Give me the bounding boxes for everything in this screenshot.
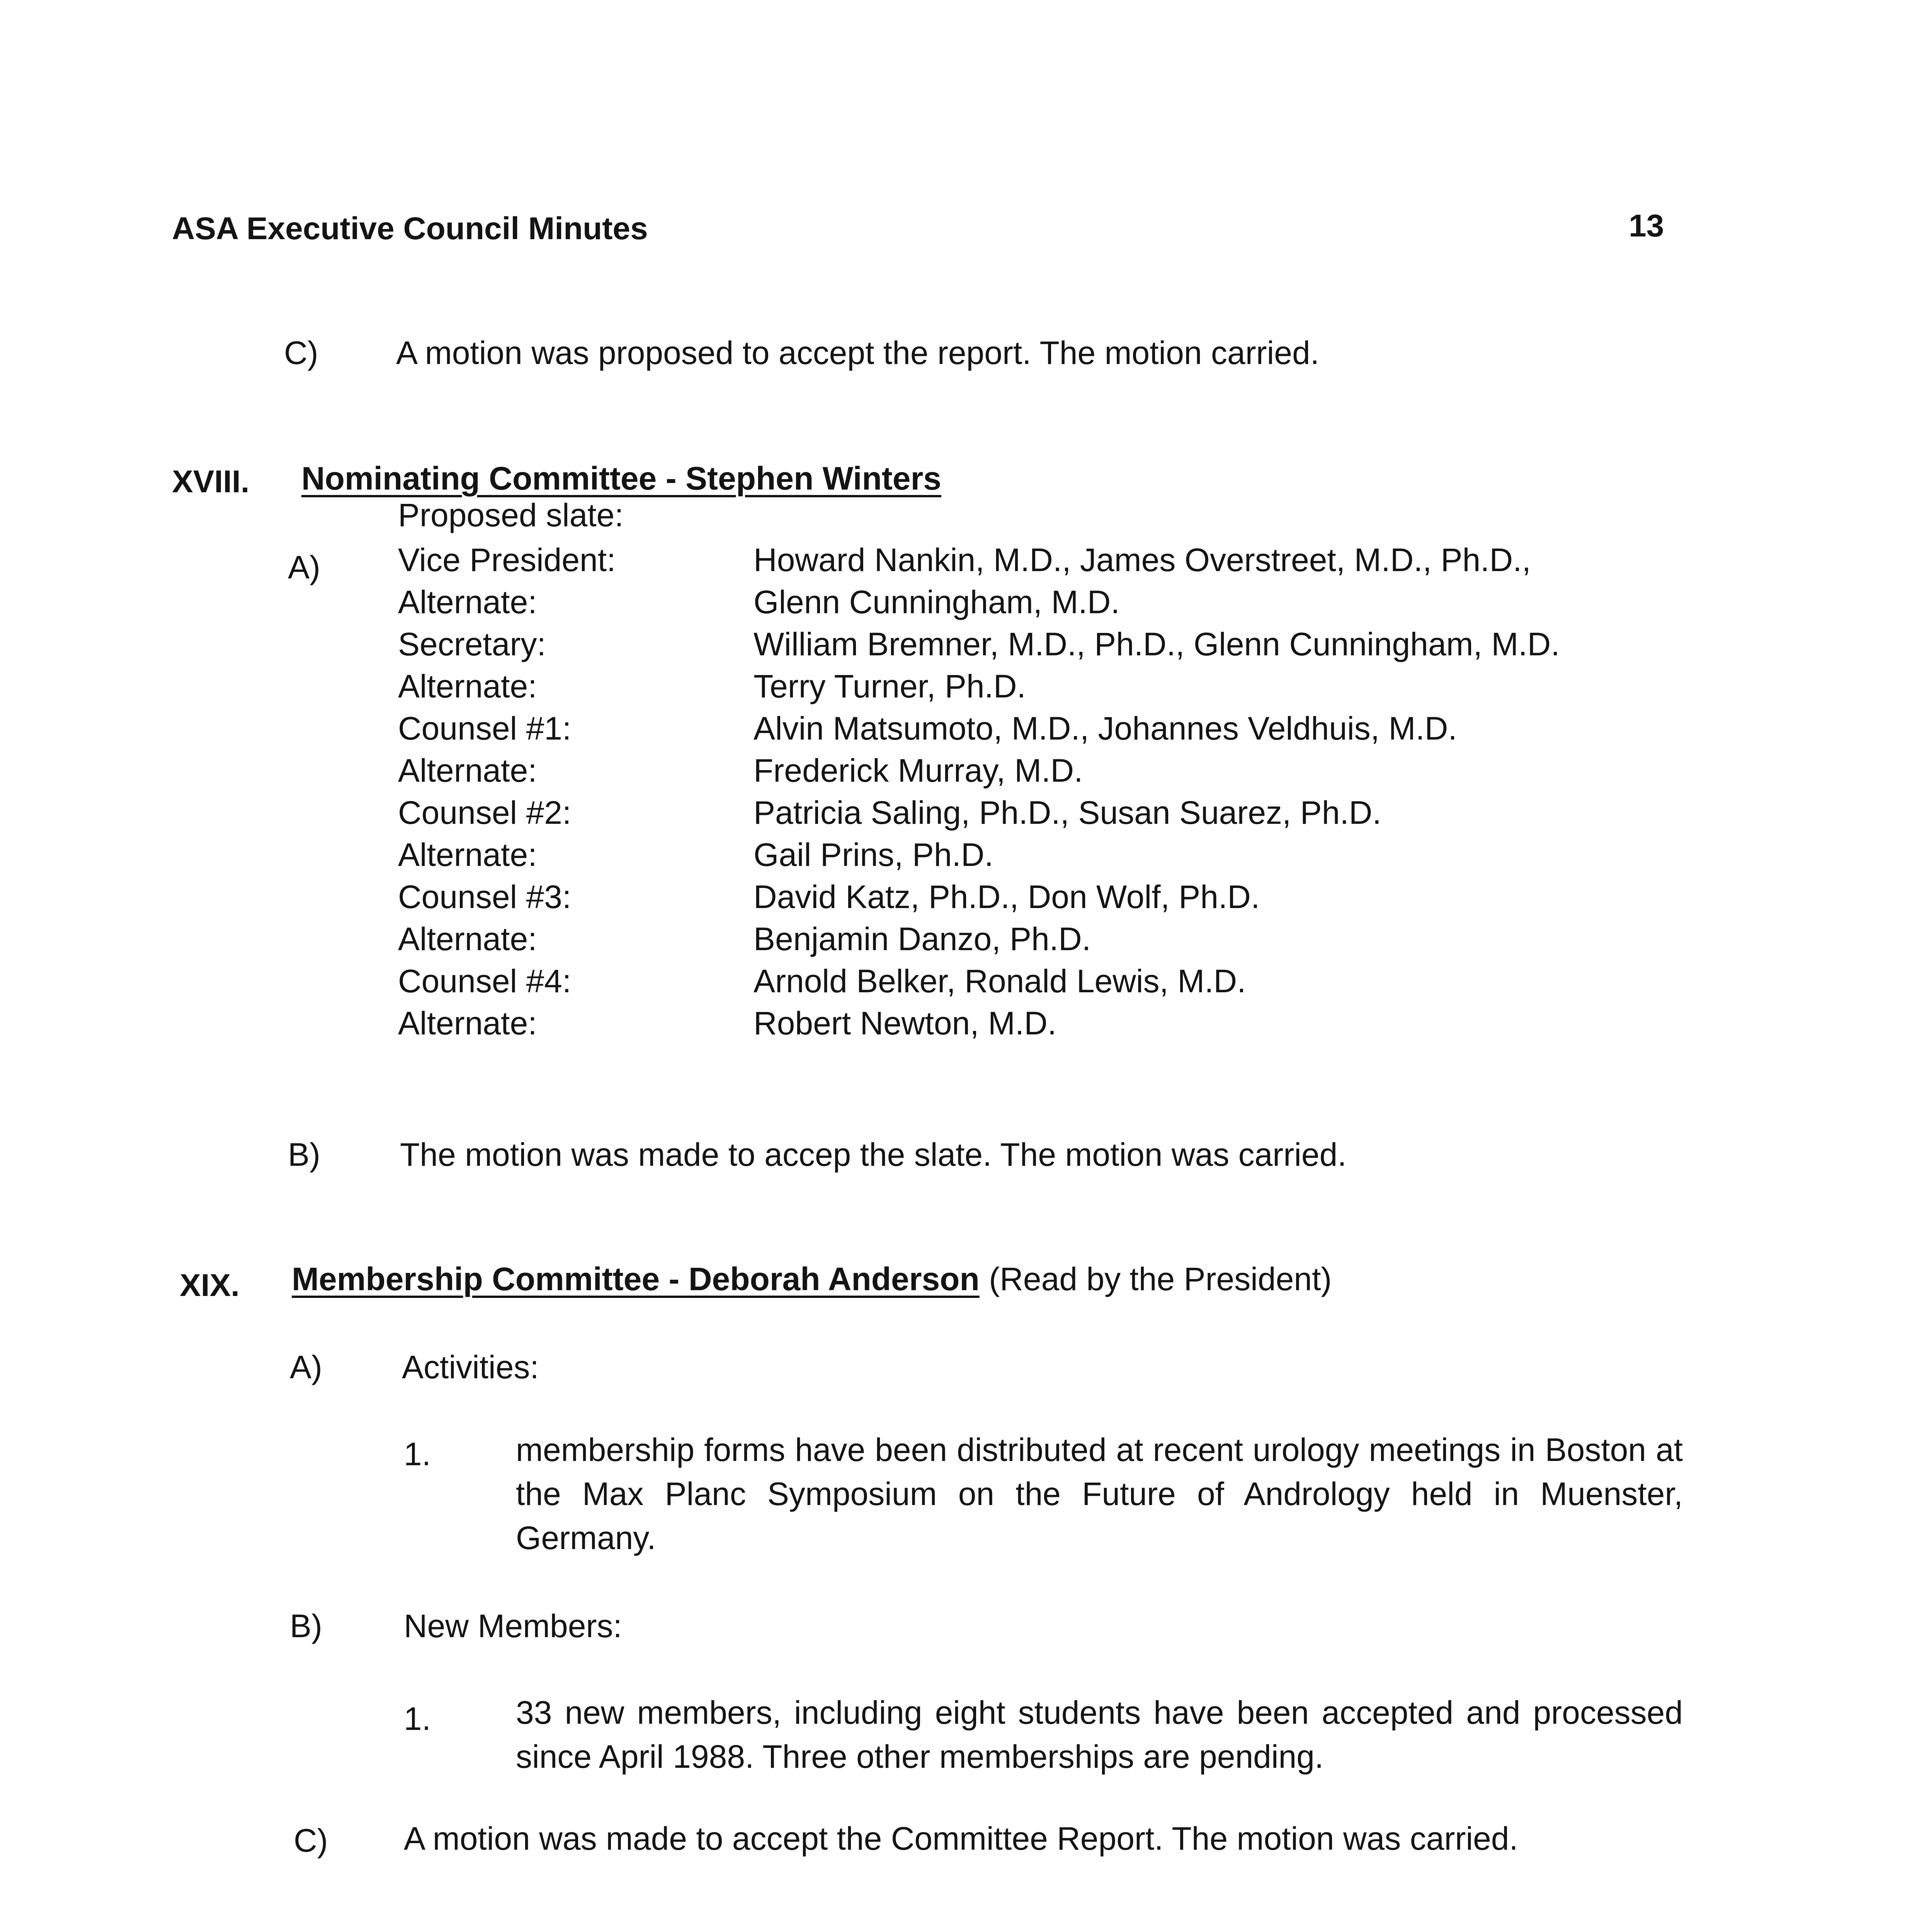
slate-names: Terry Turner, Ph.D. (754, 668, 1026, 704)
slate-row (398, 792, 1560, 834)
slate-row (398, 581, 1560, 623)
section-numeral: XVIII. (172, 464, 250, 499)
item-heading: Activities: (402, 1349, 539, 1385)
slate-row (398, 623, 1560, 665)
list-item-text: membership forms have been distributed at recent urology meetings in Boston at the Max Planc Symposium on the Future of Andrology held in Muenster, Germany. (516, 1432, 1683, 1556)
slate-role: Alternate: (398, 1005, 537, 1041)
slate-role: Alternate: (398, 921, 537, 957)
slate-row (398, 876, 1560, 918)
slate-names: Gail Prins, Ph.D. (754, 837, 993, 873)
section-title: Nominating Committee - Stephen Winters (301, 460, 942, 497)
slate-role: Alternate: (398, 584, 537, 620)
slate-names: Robert Newton, M.D. (754, 1005, 1057, 1041)
list-number: 1. (404, 1701, 431, 1737)
slate-names: Glenn Cunningham, M.D. (754, 584, 1120, 620)
item-heading: New Members: (404, 1608, 622, 1644)
slate-names: William Bremner, M.D., Ph.D., Glenn Cunningham, M.D. (754, 626, 1560, 662)
slate-names: Patricia Saling, Ph.D., Susan Suarez, Ph.D. (754, 794, 1381, 831)
item-label: A) (288, 549, 320, 585)
slate-names: Alvin Matsumoto, M.D., Johannes Veldhuis, M.D. (754, 710, 1457, 747)
page-number: 13 (1629, 208, 1664, 243)
list-item-text: 33 new members, including eight students have been accepted and processed since April 1988. Three other memberships are pending. (516, 1694, 1683, 1775)
slate-row (398, 539, 1560, 581)
slate-names: Benjamin Danzo, Ph.D. (754, 921, 1091, 957)
item-label: B) (290, 1608, 322, 1644)
motion-text: The motion was made to accep the slate. The motion was carried. (400, 1136, 1347, 1173)
slate-role: Alternate: (398, 837, 537, 873)
item-label: A) (290, 1349, 322, 1385)
slate-row (398, 665, 1560, 707)
slate-role: Counsel #1: (398, 710, 572, 747)
section-heading (292, 1260, 1332, 1298)
slate-role: Counsel #2: (398, 794, 572, 831)
slate-role: Secretary: (398, 626, 546, 662)
slate-role: Counsel #3: (398, 879, 572, 915)
intro-label: C) (284, 335, 318, 371)
slate-role: Counsel #4: (398, 963, 572, 999)
motion-text: A motion was made to accept the Committee Report. The motion was carried. (404, 1820, 1518, 1857)
intro-text: A motion was proposed to accept the report. The motion carried. (396, 335, 1320, 371)
document-title: ASA Executive Council Minutes (172, 211, 648, 246)
slate-names: David Katz, Ph.D., Don Wolf, Ph.D. (754, 879, 1260, 915)
item-label: B) (288, 1136, 320, 1173)
section-numeral: XIX. (180, 1268, 240, 1303)
slate-row (398, 707, 1560, 750)
slate-row (398, 834, 1560, 876)
slate-role: Alternate: (398, 668, 537, 704)
list-number: 1. (404, 1436, 431, 1472)
slate-names: Frederick Murray, M.D. (754, 752, 1083, 789)
slate-row (398, 750, 1560, 792)
slate-row (398, 960, 1560, 1002)
slate-row (398, 1002, 1560, 1044)
slate-row (398, 918, 1560, 960)
slate-role: Vice President: (398, 542, 616, 578)
slate-names: Howard Nankin, M.D., James Overstreet, M.D., Ph.D., (754, 542, 1531, 578)
item-label: C) (294, 1822, 328, 1859)
slate-role: Alternate: (398, 752, 537, 789)
slate-heading: Proposed slate: (398, 497, 624, 533)
section-title: Membership Committee - Deborah Anderson (292, 1261, 980, 1297)
section-title-note: (Read by the President) (989, 1261, 1332, 1297)
slate-names: Arnold Belker, Ronald Lewis, M.D. (754, 963, 1246, 999)
proposed-slate (398, 539, 1560, 1044)
